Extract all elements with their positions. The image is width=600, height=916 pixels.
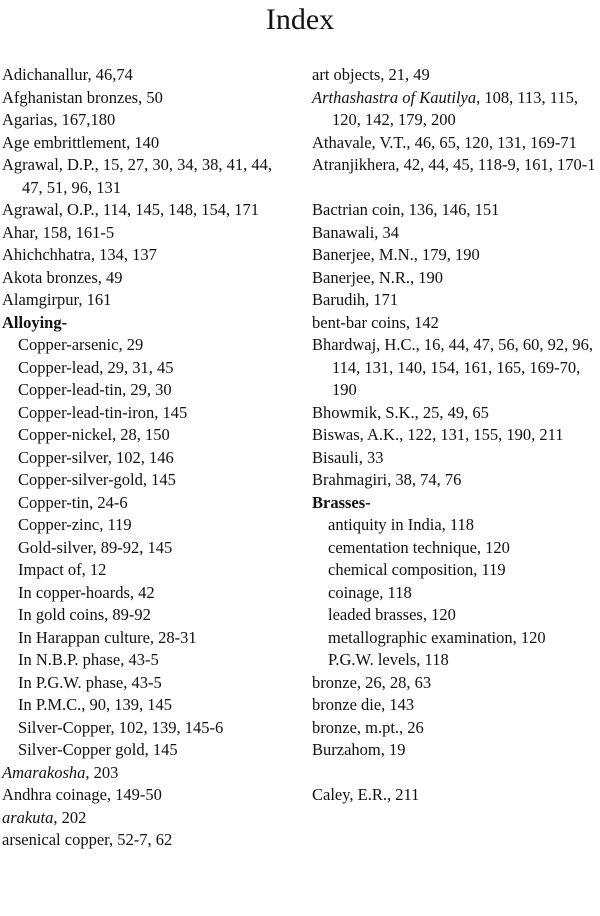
index-entry: arakuta, 202	[2, 807, 87, 827]
index-entry: Caley, E.R., 211	[312, 785, 420, 804]
index-subentry: In N.B.P. phase, 43-5	[18, 650, 159, 669]
index-subentry: Gold-silver, 89-92, 145	[18, 537, 173, 557]
index-subentry: Silver-Copper, 102, 139, 145-6	[18, 717, 224, 737]
index-entry: Brahmagiri, 38, 74, 76	[312, 470, 462, 489]
index-entry: Bhardwaj, H.C., 16, 44, 47, 56, 60, 92, 96, 114, 131, 140, 154, 161, 165, 169-70, 190	[312, 335, 593, 399]
index-subentry: In P.M.C., 90, 139, 145	[18, 695, 173, 714]
index-entry: bronze, 26, 28, 63	[312, 672, 432, 692]
index-entry: Adichanallur, 46,74	[2, 65, 133, 84]
index-subentry: Copper-arsenic, 29	[18, 335, 144, 354]
index-entry: bent-bar coins, 142	[312, 312, 439, 332]
index-column-left	[2, 64, 292, 852]
index-subentry: Impact of, 12	[18, 560, 107, 579]
index-subentry: leaded brasses, 120	[328, 605, 456, 624]
index-subentry: Copper-silver, 102, 146	[18, 447, 174, 467]
section-gap	[312, 762, 598, 785]
index-subentry: cementation technique, 120	[328, 537, 510, 557]
index-heading: Alloying-	[2, 312, 68, 332]
index-subentry: chemical composition, 119	[328, 560, 506, 579]
index-subentry: Copper-lead-tin, 29, 30	[18, 380, 172, 399]
index-subentry: Silver-Copper gold, 145	[18, 740, 178, 759]
section-gap	[312, 177, 598, 200]
index-subentry: Copper-lead-tin-iron, 145	[18, 402, 188, 422]
index-entry: Athavale, V.T., 46, 65, 120, 131, 169-71	[312, 132, 577, 152]
index-entry: Banawali, 34	[312, 222, 400, 242]
index-entry: arsenical copper, 52-7, 62	[2, 830, 173, 849]
index-subentry: Copper-lead, 29, 31, 45	[18, 357, 174, 377]
index-entry: Banerjee, M.N., 179, 190	[312, 245, 480, 264]
index-subentry: metallographic examination, 120	[328, 627, 546, 647]
index-subentry: Copper-silver-gold, 145	[18, 470, 176, 489]
index-subentry: In Harappan culture, 28-31	[18, 627, 197, 647]
index-entry: Atranjikhera, 42, 44, 45, 118-9, 161, 170-1	[312, 155, 596, 174]
index-entry: Agrawal, D.P., 15, 27, 30, 34, 38, 41, 44, 47, 51, 96, 131	[2, 155, 272, 197]
index-entry: Agarias, 167,180	[2, 110, 116, 129]
index-column-right	[312, 64, 598, 807]
index-subentry: antiquity in India, 118	[328, 515, 475, 534]
index-subentry: In gold coins, 89-92	[18, 605, 151, 624]
index-entry: bronze, m.pt., 26	[312, 717, 424, 737]
index-subentry: coinage, 118	[328, 582, 412, 602]
index-entry: Barudih, 171	[312, 290, 399, 309]
index-entry: Bhowmik, S.K., 25, 49, 65	[312, 402, 489, 422]
index-subentry: P.G.W. levels, 118	[328, 650, 449, 669]
index-subentry: Copper-nickel, 28, 150	[18, 425, 170, 444]
index-entry: Arthashastra of Kautilya, 108, 113, 115, 120, 142, 179, 200	[312, 87, 579, 129]
index-entry: Ahar, 158, 161-5	[2, 222, 115, 242]
index-entry: Bactrian coin, 136, 146, 151	[312, 200, 500, 219]
index-entry: Akota bronzes, 49	[2, 267, 123, 287]
index-entry: Andhra coinage, 149-50	[2, 785, 162, 804]
index-entry: Burzahom, 19	[312, 740, 406, 759]
index-subentry: Copper-tin, 24-6	[18, 492, 128, 512]
page-title: Index	[265, 3, 335, 36]
index-entry: Afghanistan bronzes, 50	[2, 87, 163, 107]
index-entry: bronze die, 143	[312, 695, 415, 714]
index-subentry: Copper-zinc, 119	[18, 515, 132, 534]
index-entry: Alamgirpur, 161	[2, 290, 112, 309]
index-entry: Amarakosha, 203	[2, 762, 119, 782]
index-entry: Ahichchhatra, 134, 137	[2, 245, 157, 264]
index-entry: Bisauli, 33	[312, 447, 384, 467]
index-entry: art objects, 21, 49	[312, 65, 430, 84]
index-entry: Banerjee, N.R., 190	[312, 267, 444, 287]
index-entry: Agrawal, O.P., 114, 145, 148, 154, 171	[2, 200, 259, 219]
index-subentry: In copper-hoards, 42	[18, 582, 155, 602]
index-entry: Biswas, A.K., 122, 131, 155, 190, 211	[312, 425, 564, 444]
index-heading: Brasses-	[312, 492, 371, 512]
index-subentry: In P.G.W. phase, 43-5	[18, 672, 162, 692]
index-entry: Age embrittlement, 140	[2, 132, 160, 152]
